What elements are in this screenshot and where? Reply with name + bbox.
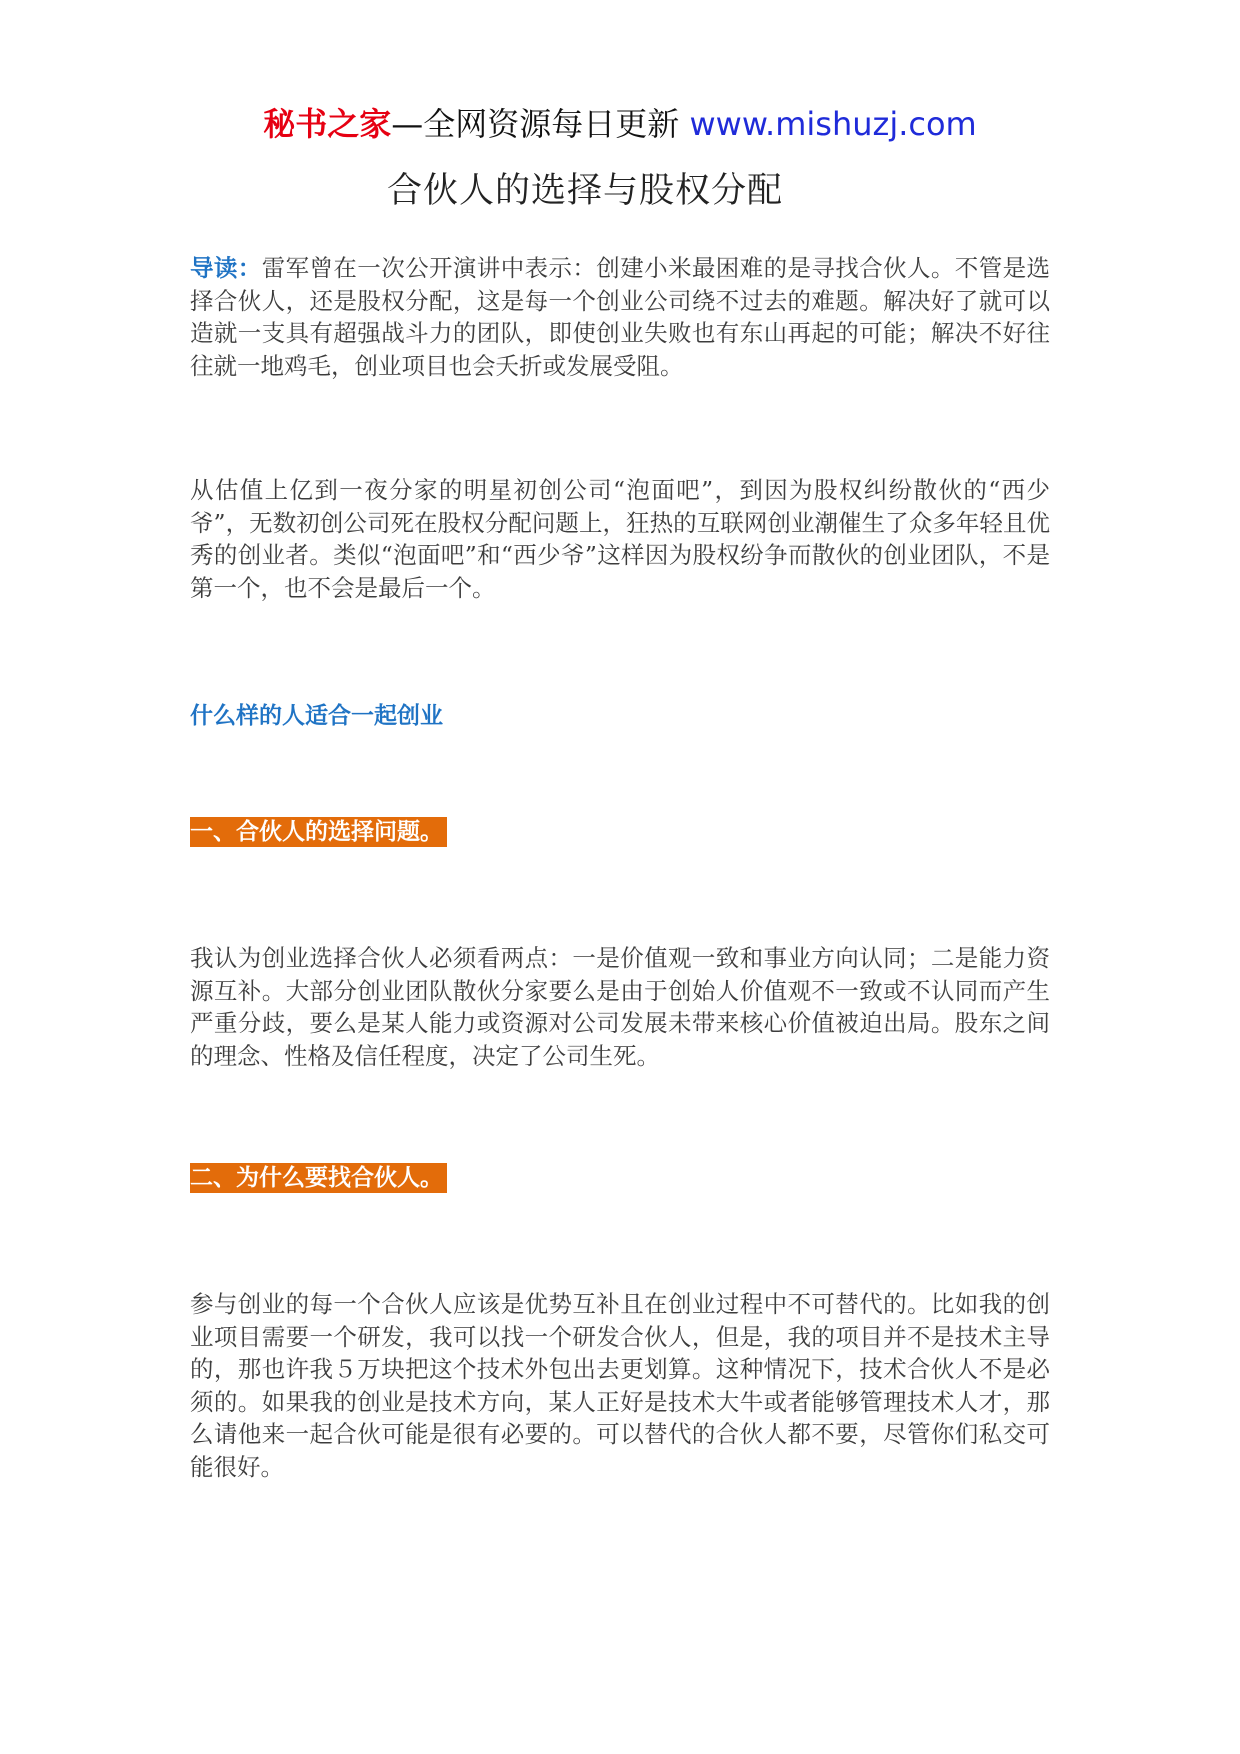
- section-1-body: 我认为创业选择合伙人必须看两点：一是价值观一致和事业方向认同；二是能力资源互补。大部分创业团队散伙分家要么是由于创始人价值观不一致或不认同而产生严重分歧，要么是某人能力或资源对公司发展未带来核心价值被迫出局。股东之间的理念、性格及信任程度，决定了公司生死。: [190, 944, 1050, 1070]
- document-title: 合伙人的选择与股权分配: [386, 171, 783, 211]
- lead-text: 雷军曾在一次公开演讲中表示：创建小米最困难的是寻找合伙人。不管是选择合伙人，还是股权分配，这是每一个创业公司绕不过去的难题。解决好了就可以造就一支具有超强战斗力的团队，即使创业失败也有东山再起的可能；解决不好往往就一地鸡毛，创业项目也会夭折或发展受阻。: [190, 254, 1051, 380]
- section-1-heading: 一、合伙人的选择问题。: [190, 817, 447, 847]
- section-2-heading: 二、为什么要找合伙人。: [190, 1163, 447, 1193]
- intro-paragraph: 从估值上亿到一夜分家的明星初创公司“泡面吧”，到因为股权纠纷散伙的“西少爷”，无数初创公司死在股权分配问题上，狂热的互联网创业潮催生了众多年轻且优秀的创业者。类似“泡面吧”和“西少爷”这样因为股权纷争而散伙的创业团队，不是第一个，也不会是最后一个。: [190, 476, 1050, 602]
- section-2-body: 参与创业的每一个合伙人应该是优势互补且在创业过程中不可替代的。比如我的创业项目需要一个研发，我可以找一个研发合伙人，但是，我的项目并不是技术主导的，那也许我５万块把这个技术外包出去更划算。这种情况下，技术合伙人不是必须的。如果我的创业是技术方向，某人正好是技术大牛或者能够管理技术人才，那么请他来一起合伙可能是很有必要的。可以替代的合伙人都不要，尽管你们私交可能很好。: [190, 1290, 1050, 1481]
- subheading: 什么样的人适合一起创业: [190, 703, 443, 729]
- site-banner: [0, 102, 1240, 146]
- banner-brand: 秘书之家: [263, 105, 392, 143]
- banner-slogan: —全网资源每日更新: [391, 105, 690, 143]
- lead-paragraph: [190, 252, 1050, 382]
- banner-url-link[interactable]: www.mishuzj.com: [689, 105, 977, 143]
- lead-label: 导读：: [190, 254, 262, 282]
